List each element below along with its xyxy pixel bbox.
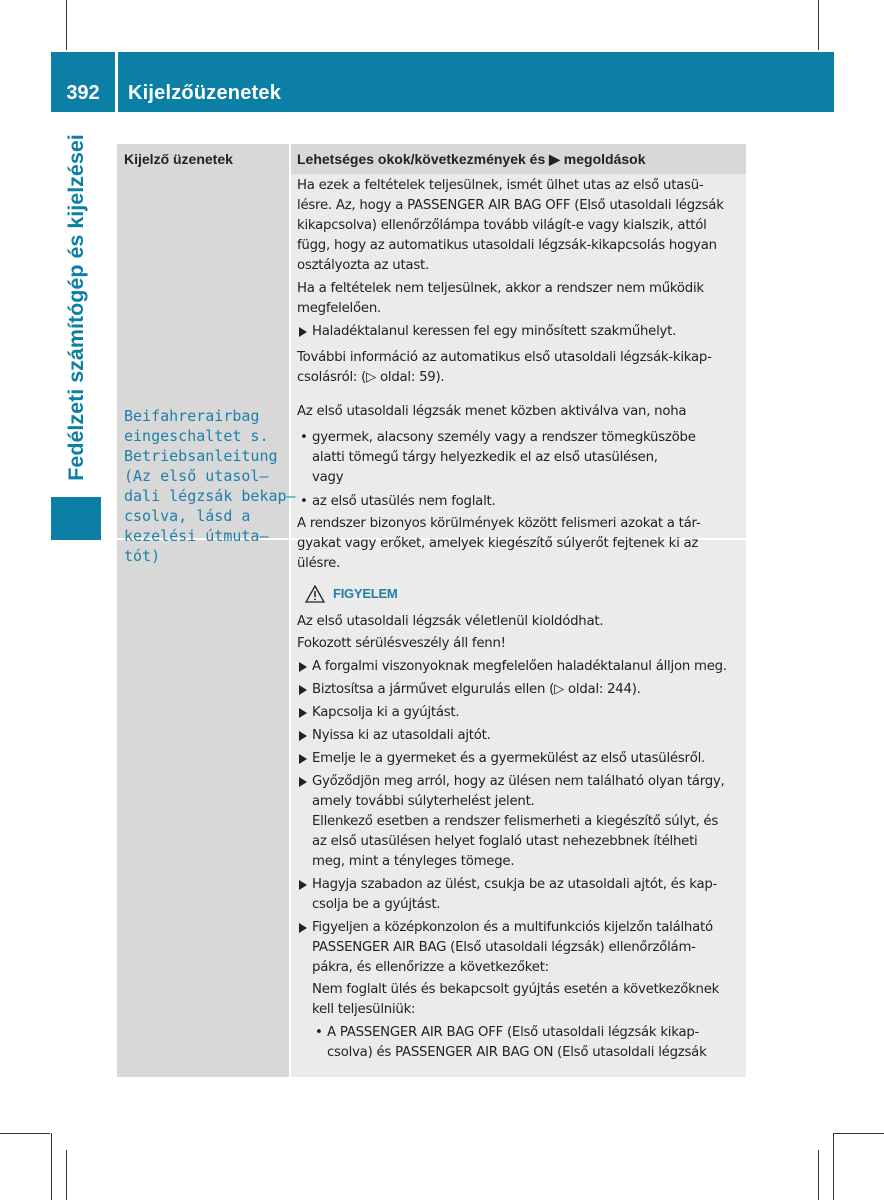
text-line: • A PASSENGER AIR BAG OFF (Első utasoldali légzsák kikap-: [327, 1025, 700, 1040]
header-messages: Kijelző üzenetek: [124, 151, 233, 167]
crop-mark: [66, 1150, 67, 1200]
text-line: Az első utasoldali légzsák véletlenül kioldódhat.: [297, 614, 604, 629]
action-step: A forgalmi viszonyoknak megfelelően haladéktalanul álljon meg.: [297, 657, 745, 677]
row2-text: [297, 402, 745, 1066]
chapter-marker: [51, 497, 101, 540]
action-step: Emelje le a gyermeket és a gyermekülést az első utasülésről.: [297, 749, 745, 769]
text-line: További információ az automatikus első utasoldali légzsák-kikap-: [297, 350, 712, 365]
chapter-side-tab: [51, 120, 101, 495]
page-title: Kijelzőüzenetek: [128, 82, 282, 104]
text-line: osztályozta az utast.: [297, 258, 429, 273]
page-number: 392: [66, 82, 100, 104]
text-line: alatti tömegű tárgy helyezkedik el az első utasülésen,: [312, 450, 658, 465]
text-line: amely további súlyterhelést jelent.: [312, 794, 535, 809]
crop-mark: [818, 0, 819, 50]
chapter-title: Fedélzeti számítógép és kijelzései: [63, 134, 88, 481]
text-line: megfelelően.: [297, 301, 381, 316]
crop-mark: [818, 1150, 819, 1200]
text-line: Az első utasoldali légzsák menet közben aktiválva van, noha: [297, 404, 687, 419]
text-line: Nem foglalt ülés és bekapcsolt gyújtás esetén a következőknek: [312, 982, 720, 997]
condition-item: • az első utasülés nem foglalt.: [297, 492, 745, 512]
text-line: csolja be a gyújtást.: [312, 897, 441, 912]
message-column: [117, 174, 289, 1077]
message-table: [117, 144, 746, 1077]
action-step: [297, 918, 745, 1063]
crop-mark: [0, 1133, 50, 1134]
text-line: csolva) és PASSENGER AIR BAG ON (Első utasoldali légzsák: [327, 1045, 707, 1060]
action-step: Haladéktalanul keressen fel egy minősített szakműhelyt.: [297, 322, 745, 342]
crop-mark: [833, 1133, 834, 1200]
warning-triangle-icon: [305, 585, 325, 603]
text-line: az első utasülésen helyet foglaló utast nehezebbnek ítélheti: [312, 834, 698, 849]
warning-label: FIGYELEM: [333, 586, 398, 601]
crop-mark: [51, 1133, 52, 1200]
text-line: függ, hogy az automatikus utasoldali légzsák-kikapcsolás hogyan: [297, 238, 717, 253]
header-causes: Lehetséges okok/következmények és ▶ megoldások: [297, 151, 646, 167]
crop-mark: [66, 0, 67, 50]
action-step: [297, 772, 745, 872]
text-line: Hagyja szabadon az ülést, csukja be az utasoldali ajtót, és kap-: [312, 877, 718, 892]
text-line: meg, mint a tényleges tömege.: [312, 854, 515, 869]
action-step: Biztosítsa a járművet elgurulás ellen (▷ oldal: 244).: [297, 680, 745, 700]
text-line: gyakat vagy erőket, amelyek kiegészítő súlyerőt fejtenek ki az: [297, 536, 699, 551]
text-line: kell teljesülniük:: [312, 1002, 416, 1017]
page-number-box: [51, 52, 115, 112]
text-line: kikapcsolva) ellenőrzőlámpa tovább világít-e vagy kialszik, attól: [297, 218, 707, 233]
text-line: Ha a feltételek nem teljesülnek, akkor a rendszer nem működik: [297, 281, 704, 296]
page-header: [118, 52, 834, 112]
action-step: Kapcsolja ki a gyújtást.: [297, 703, 745, 723]
text-line: ülésre.: [297, 556, 341, 571]
action-step: [297, 875, 745, 915]
table-header: [117, 144, 746, 174]
action-step: Nyissa ki az utasoldali ajtót.: [297, 726, 745, 746]
row1-text: [297, 176, 745, 388]
text-line: pákra, és ellenőrizze a következőket:: [312, 960, 549, 975]
display-message: Beifahrerairbag eingeschaltet s. Betriebsanleitung (Az első utasol– dali légzsák bekap– csolva, lásd a kezelési útmuta– tót): [124, 407, 296, 565]
text-line: PASSENGER AIR BAG (Első utasoldali légzsák) ellenőrzőlám-: [312, 940, 696, 955]
text-line: Ellenkező esetben a rendszer felismerheti a kiegészítő súlyt, és: [312, 814, 719, 829]
text-line: A rendszer bizonyos körülmények között felismeri azokat a tár-: [297, 516, 701, 531]
text-line: Győződjön meg arról, hogy az ülésen nem található olyan tárgy,: [312, 774, 725, 789]
text-line: Figyeljen a középkonzolon és a multifunkciós kijelzőn található: [312, 920, 713, 935]
crop-mark: [834, 1133, 884, 1134]
text-line: Fokozott sérülésveszély áll fenn!: [297, 636, 506, 651]
text-line: vagy: [312, 470, 344, 485]
column-divider: [289, 144, 291, 1077]
text-line: csolásról: (▷ oldal: 59).: [297, 370, 445, 385]
condition-item: [312, 1023, 745, 1063]
text-line: lésre. Az, hogy a PASSENGER AIR BAG OFF (Első utasoldali légzsák: [297, 198, 724, 213]
text-line: Ha ezek a feltételek teljesülnek, ismét ülhet utas az első utasü-: [297, 178, 704, 193]
condition-item: • gyermek, alacsony személy vagy a rendszer tömegküszöbe: [297, 428, 745, 448]
warning-heading: [297, 582, 745, 606]
